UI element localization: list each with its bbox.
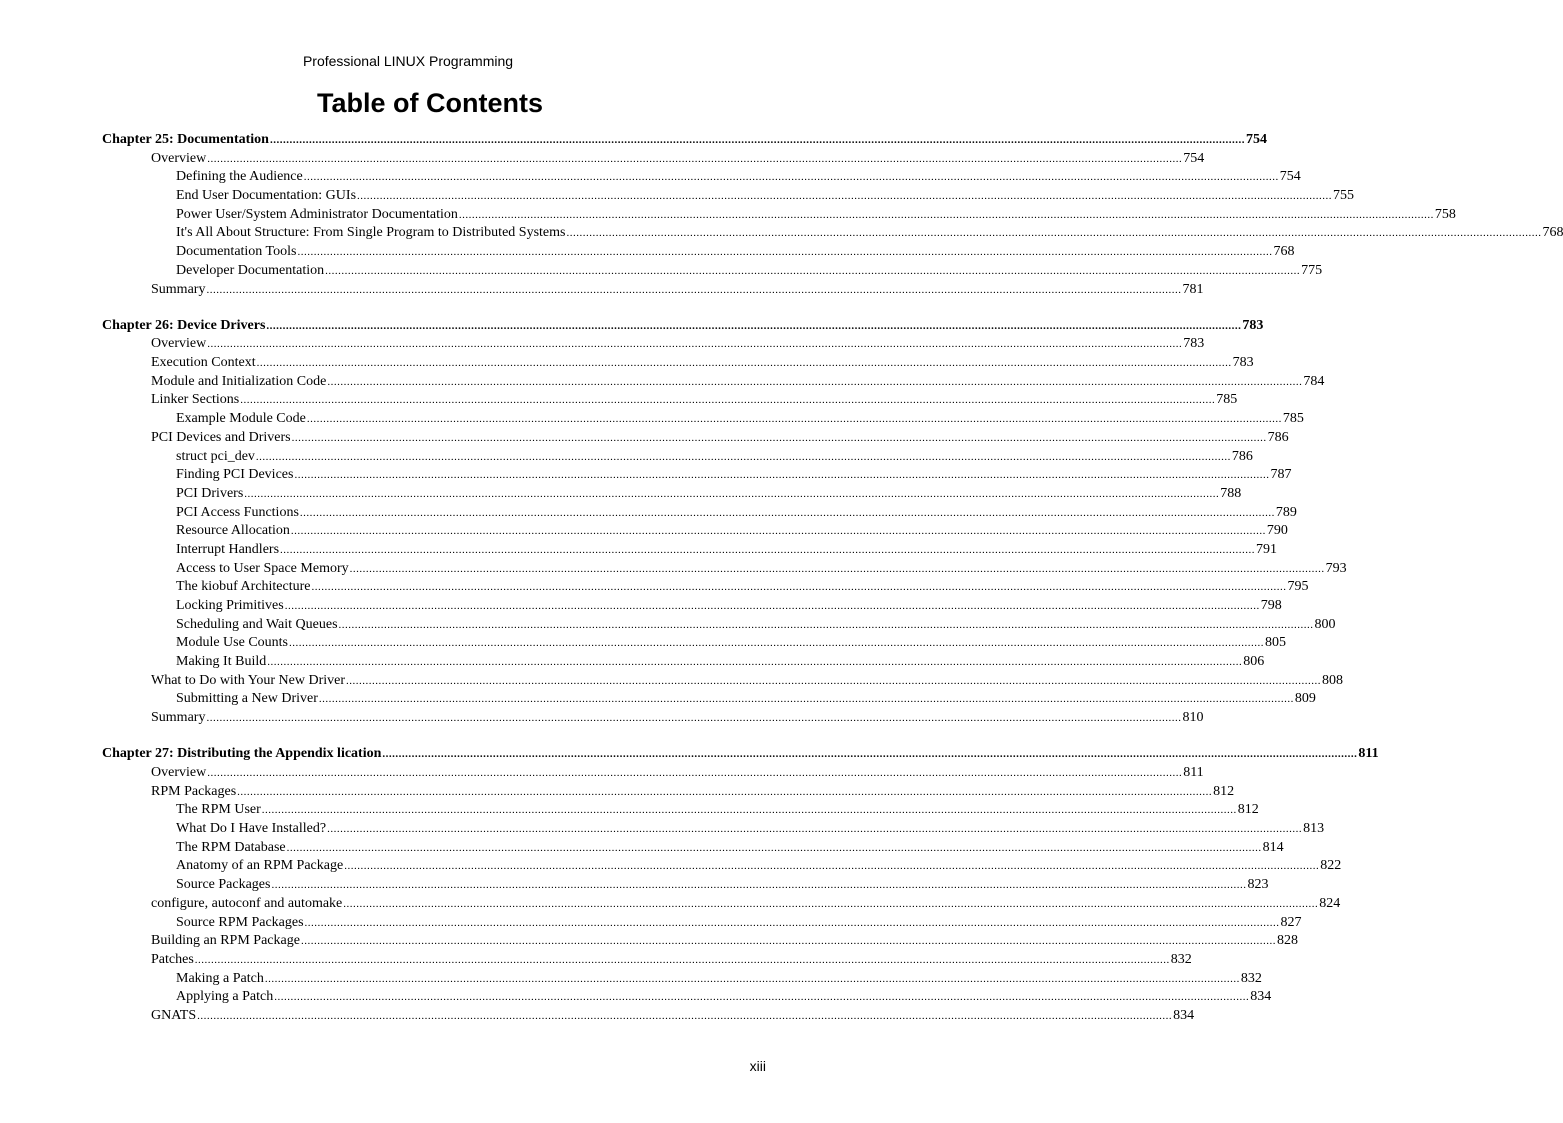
entry-page-number: 809 bbox=[1294, 691, 1316, 707]
entry-page-number: 795 bbox=[1287, 579, 1309, 595]
entry-page-number: 811 bbox=[1358, 746, 1379, 762]
entry-title: Scheduling and Wait Queues bbox=[176, 616, 338, 632]
toc-entry[interactable] bbox=[102, 988, 1272, 1007]
dot-leader: ............................................................................................................................................................................................................................................................................................................ bbox=[318, 693, 1294, 706]
dot-leader: ............................................................................................................................................................................................................................................................................................................ bbox=[194, 953, 1170, 966]
dot-leader: ............................................................................................................................................................................................................................................................................................................ bbox=[206, 712, 1182, 725]
dot-leader: ............................................................................................................................................................................................................................................................................................................ bbox=[294, 469, 1270, 482]
dot-leader: ............................................................................................................................................................................................................................................................................................................ bbox=[458, 208, 1434, 221]
entry-title: Source Packages bbox=[176, 877, 271, 893]
entry-page-number: 775 bbox=[1301, 262, 1323, 278]
dot-leader: ............................................................................................................................................................................................................................................................................................................ bbox=[291, 431, 1267, 444]
entry-title: End User Documentation: GUIs bbox=[176, 188, 357, 204]
toc-entry[interactable] bbox=[102, 224, 1563, 243]
entry-page-number: 785 bbox=[1216, 392, 1238, 408]
entry-title: Module Use Counts bbox=[176, 635, 288, 651]
entry-page-number: 827 bbox=[1280, 914, 1302, 930]
chapter-block bbox=[102, 317, 1347, 728]
toc-entry[interactable] bbox=[102, 653, 1265, 672]
entry-title: Anatomy of an RPM Package bbox=[176, 858, 344, 874]
dot-leader: ............................................................................................................................................................................................................................................................................................................ bbox=[207, 767, 1183, 779]
entry-title: Finding PCI Devices bbox=[176, 467, 294, 483]
entry-page-number: 784 bbox=[1303, 373, 1325, 389]
toc-entry[interactable] bbox=[102, 168, 1301, 187]
toc-entry[interactable] bbox=[102, 485, 1242, 504]
entry-title: What to Do with Your New Driver bbox=[151, 672, 346, 688]
dot-leader: ............................................................................................................................................................................................................................................................................................................ bbox=[382, 748, 1358, 761]
entry-title: Summary bbox=[151, 710, 206, 726]
dot-leader: ............................................................................................................................................................................................................................................................................................................ bbox=[197, 1009, 1173, 1022]
entry-title: Chapter 27: Distributing the Appendix lication bbox=[102, 746, 382, 762]
entry-title: Defining the Audience bbox=[176, 169, 303, 185]
dot-leader: ............................................................................................................................................................................................................................................................................................................ bbox=[357, 190, 1333, 203]
entry-title: What Do I Have Installed? bbox=[176, 821, 327, 837]
running-head: Professional LINUX Programming bbox=[302, 53, 514, 69]
entry-page-number: 806 bbox=[1243, 654, 1265, 670]
dot-leader: ............................................................................................................................................................................................................................................................................................................ bbox=[327, 375, 1303, 388]
entry-title: Linker Sections bbox=[151, 392, 240, 408]
toc-entry[interactable] bbox=[102, 951, 1192, 970]
dot-leader: ............................................................................................................................................................................................................................................................................................................ bbox=[207, 152, 1183, 165]
toc-entry[interactable] bbox=[102, 522, 1288, 541]
toc-entry[interactable] bbox=[102, 709, 1204, 728]
entry-page-number: 834 bbox=[1173, 1007, 1195, 1023]
entry-title: Overview bbox=[151, 765, 207, 780]
toc-entry[interactable] bbox=[102, 541, 1278, 560]
entry-title: Building an RPM Package bbox=[151, 933, 300, 949]
toc-entry[interactable] bbox=[102, 150, 1205, 169]
entry-title: Documentation Tools bbox=[176, 244, 297, 260]
toc-entry[interactable] bbox=[102, 970, 1262, 989]
entry-title: PCI Drivers bbox=[176, 485, 244, 501]
toc-entry[interactable] bbox=[102, 187, 1355, 206]
toc-entry[interactable] bbox=[102, 597, 1282, 616]
toc-entry[interactable] bbox=[102, 932, 1298, 951]
toc-entry[interactable] bbox=[102, 354, 1254, 373]
entry-title: Access to User Space Memory bbox=[176, 560, 349, 576]
dot-leader: ............................................................................................................................................................................................................................................................................................................ bbox=[349, 562, 1325, 575]
dot-leader: ............................................................................................................................................................................................................................................................................................................ bbox=[300, 935, 1276, 948]
chapter-block bbox=[102, 131, 1563, 299]
entry-page-number: 790 bbox=[1266, 523, 1288, 539]
chapter-entry[interactable] bbox=[102, 745, 1379, 764]
entry-title: struct pci_dev bbox=[176, 448, 255, 464]
entry-title: Summary bbox=[151, 281, 206, 297]
dot-leader: ............................................................................................................................................................................................................................................................................................................ bbox=[237, 785, 1213, 798]
toc-entry[interactable] bbox=[102, 578, 1309, 597]
toc-entry[interactable] bbox=[102, 448, 1253, 467]
toc-entry[interactable] bbox=[102, 801, 1259, 820]
entry-title: GNATS bbox=[151, 1007, 197, 1023]
entry-page-number: 812 bbox=[1237, 802, 1259, 818]
chapter-entry[interactable] bbox=[102, 131, 1267, 150]
entry-page-number: 810 bbox=[1182, 710, 1204, 726]
entry-page-number: 789 bbox=[1275, 504, 1297, 520]
entry-page-number: 812 bbox=[1213, 783, 1235, 799]
entry-title: Source RPM Packages bbox=[176, 914, 304, 930]
toc-entry[interactable] bbox=[102, 914, 1302, 933]
page-title: Table of Contents bbox=[317, 88, 543, 118]
entry-page-number: 822 bbox=[1320, 858, 1342, 874]
toc-entry[interactable] bbox=[102, 895, 1341, 914]
dot-leader: ............................................................................................................................................................................................................................................................................................................ bbox=[280, 543, 1256, 556]
dot-leader: ............................................................................................................................................................................................................................................................................................................ bbox=[206, 283, 1182, 296]
toc-entry[interactable] bbox=[102, 466, 1292, 485]
dot-leader: ............................................................................................................................................................................................................................................................................................................ bbox=[286, 841, 1262, 854]
dot-leader: ............................................................................................................................................................................................................................................................................................................ bbox=[255, 450, 1231, 463]
entry-page-number: 813 bbox=[1303, 821, 1325, 837]
entry-title: Resource Allocation bbox=[176, 523, 290, 539]
dot-leader: ............................................................................................................................................................................................................................................................................................................ bbox=[304, 916, 1280, 929]
entry-title: Making It Build bbox=[176, 654, 267, 670]
entry-page-number: 754 bbox=[1183, 150, 1205, 166]
dot-leader: ............................................................................................................................................................................................................................................................................................................ bbox=[311, 581, 1287, 594]
entry-title: Interrupt Handlers bbox=[176, 541, 280, 557]
chapter-entry[interactable] bbox=[102, 317, 1264, 336]
entry-page-number: 783 bbox=[1232, 355, 1254, 371]
dot-leader: ............................................................................................................................................................................................................................................................................................................ bbox=[266, 319, 1242, 332]
entry-page-number: 768 bbox=[1273, 244, 1295, 260]
toc-entry[interactable] bbox=[102, 634, 1286, 653]
entry-page-number: 832 bbox=[1240, 970, 1262, 986]
toc-entry[interactable] bbox=[102, 391, 1238, 410]
entry-title: Module and Initialization Code bbox=[151, 373, 327, 389]
entry-page-number: 798 bbox=[1260, 598, 1282, 613]
dot-leader: ............................................................................................................................................................................................................................................................................................................ bbox=[256, 357, 1232, 370]
dot-leader: ............................................................................................................................................................................................................................................................................................................ bbox=[261, 804, 1237, 817]
entry-title: The RPM User bbox=[176, 802, 261, 818]
entry-page-number: 808 bbox=[1322, 672, 1344, 688]
toc-entry[interactable] bbox=[102, 504, 1297, 523]
entry-page-number: 786 bbox=[1267, 429, 1289, 445]
toc-entry[interactable] bbox=[102, 839, 1284, 858]
entry-title: Locking Primitives bbox=[176, 598, 284, 613]
entry-title: Making a Patch bbox=[176, 970, 264, 986]
toc-entry[interactable] bbox=[102, 243, 1295, 262]
entry-page-number: 758 bbox=[1434, 206, 1456, 222]
page-number: xiii bbox=[749, 1058, 766, 1074]
dot-leader: ............................................................................................................................................................................................................................................................................................................ bbox=[274, 991, 1250, 1004]
entry-page-number: 783 bbox=[1242, 317, 1264, 333]
toc-entry[interactable] bbox=[102, 410, 1304, 429]
dot-leader: ............................................................................................................................................................................................................................................................................................................ bbox=[327, 823, 1303, 836]
dot-leader: ............................................................................................................................................................................................................................................................................................................ bbox=[566, 227, 1542, 240]
dot-leader: ............................................................................................................................................................................................................................................................................................................ bbox=[306, 413, 1282, 426]
toc-entry[interactable] bbox=[102, 281, 1204, 300]
entry-page-number: 811 bbox=[1183, 765, 1204, 780]
entry-title: Power User/System Administrator Documentation bbox=[176, 206, 458, 222]
toc-entry[interactable] bbox=[102, 560, 1347, 579]
toc-entry[interactable] bbox=[102, 876, 1269, 895]
entry-page-number: 791 bbox=[1256, 541, 1278, 557]
dot-leader: ............................................................................................................................................................................................................................................................................................................ bbox=[338, 618, 1314, 631]
entry-title: Execution Context bbox=[151, 355, 256, 371]
entry-page-number: 768 bbox=[1542, 225, 1563, 241]
dot-leader: ............................................................................................................................................................................................................................................................................................................ bbox=[240, 394, 1216, 407]
table-of-contents bbox=[102, 131, 1563, 1043]
dot-leader: ............................................................................................................................................................................................................................................................................................................ bbox=[271, 879, 1247, 892]
entry-title: PCI Access Functions bbox=[176, 504, 299, 520]
dot-leader: ............................................................................................................................................................................................................................................................................................................ bbox=[299, 506, 1275, 519]
entry-title: Submitting a New Driver bbox=[176, 691, 318, 707]
dot-leader: ............................................................................................................................................................................................................................................................................................................ bbox=[284, 600, 1260, 612]
dot-leader: ............................................................................................................................................................................................................................................................................................................ bbox=[290, 525, 1266, 538]
toc-entry[interactable] bbox=[102, 429, 1289, 448]
dot-leader: ............................................................................................................................................................................................................................................................................................................ bbox=[267, 656, 1243, 669]
chapter-block bbox=[102, 745, 1379, 1025]
entry-page-number: 788 bbox=[1220, 485, 1242, 501]
entry-page-number: 828 bbox=[1276, 933, 1298, 949]
entry-page-number: 834 bbox=[1250, 989, 1272, 1005]
entry-page-number: 805 bbox=[1265, 635, 1286, 651]
entry-page-number: 814 bbox=[1262, 839, 1284, 855]
toc-entry[interactable] bbox=[102, 1007, 1195, 1026]
dot-leader: ............................................................................................................................................................................................................................................................................................................ bbox=[289, 637, 1264, 650]
entry-page-number: 824 bbox=[1319, 895, 1341, 911]
entry-title: Chapter 26: Device Drivers bbox=[102, 317, 266, 333]
toc-entry[interactable] bbox=[102, 616, 1336, 635]
toc-entry[interactable] bbox=[102, 335, 1205, 354]
entry-page-number: 754 bbox=[1245, 132, 1267, 147]
entry-page-number: 787 bbox=[1270, 467, 1292, 483]
entry-page-number: 781 bbox=[1182, 281, 1204, 297]
entry-page-number: 793 bbox=[1325, 560, 1347, 576]
entry-title: Applying a Patch bbox=[176, 989, 274, 1005]
entry-title: The RPM Database bbox=[176, 839, 286, 855]
dot-leader: ............................................................................................................................................................................................................................................................................................................ bbox=[343, 897, 1319, 910]
entry-page-number: 754 bbox=[1279, 169, 1301, 185]
entry-title: RPM Packages bbox=[151, 783, 237, 799]
entry-page-number: 800 bbox=[1314, 616, 1336, 632]
entry-page-number: 832 bbox=[1170, 951, 1192, 967]
toc-entry[interactable] bbox=[102, 690, 1316, 709]
entry-title: configure, autoconf and automake bbox=[151, 895, 343, 911]
toc-entry[interactable] bbox=[102, 672, 1344, 691]
toc-entry[interactable] bbox=[102, 764, 1204, 783]
entry-page-number: 785 bbox=[1282, 411, 1304, 427]
entry-page-number: 755 bbox=[1333, 188, 1355, 204]
toc-entry[interactable] bbox=[102, 206, 1456, 225]
toc-entry[interactable] bbox=[102, 857, 1342, 876]
entry-title: The kiobuf Architecture bbox=[176, 579, 311, 595]
toc-entry[interactable] bbox=[102, 820, 1325, 839]
dot-leader: ............................................................................................................................................................................................................................................................................................................ bbox=[297, 246, 1273, 259]
toc-entry[interactable] bbox=[102, 373, 1325, 392]
entry-title: Patches bbox=[151, 951, 194, 967]
entry-title: Chapter 25: Documentation bbox=[102, 132, 269, 147]
dot-leader: ............................................................................................................................................................................................................................................................................................................ bbox=[303, 171, 1279, 184]
entry-page-number: 786 bbox=[1231, 448, 1253, 464]
toc-entry[interactable] bbox=[102, 783, 1235, 802]
dot-leader: ............................................................................................................................................................................................................................................................................................................ bbox=[264, 972, 1240, 985]
entry-page-number: 823 bbox=[1247, 877, 1269, 893]
toc-entry[interactable] bbox=[102, 262, 1323, 281]
entry-title: Developer Documentation bbox=[176, 262, 325, 278]
entry-page-number: 783 bbox=[1183, 336, 1205, 352]
dot-leader: ............................................................................................................................................................................................................................................................................................................ bbox=[269, 134, 1245, 146]
dot-leader: ............................................................................................................................................................................................................................................................................................................ bbox=[346, 674, 1322, 687]
dot-leader: ............................................................................................................................................................................................................................................................................................................ bbox=[325, 264, 1301, 277]
entry-title: PCI Devices and Drivers bbox=[151, 429, 291, 445]
entry-title: Example Module Code bbox=[176, 411, 306, 427]
entry-title: Overview bbox=[151, 336, 207, 352]
dot-leader: ............................................................................................................................................................................................................................................................................................................ bbox=[244, 487, 1220, 500]
entry-title: It's All About Structure: From Single Program to Distributed Systems bbox=[176, 225, 566, 241]
entry-title: Overview bbox=[151, 150, 207, 166]
dot-leader: ............................................................................................................................................................................................................................................................................................................ bbox=[344, 860, 1320, 873]
dot-leader: ............................................................................................................................................................................................................................................................................................................ bbox=[207, 338, 1183, 351]
